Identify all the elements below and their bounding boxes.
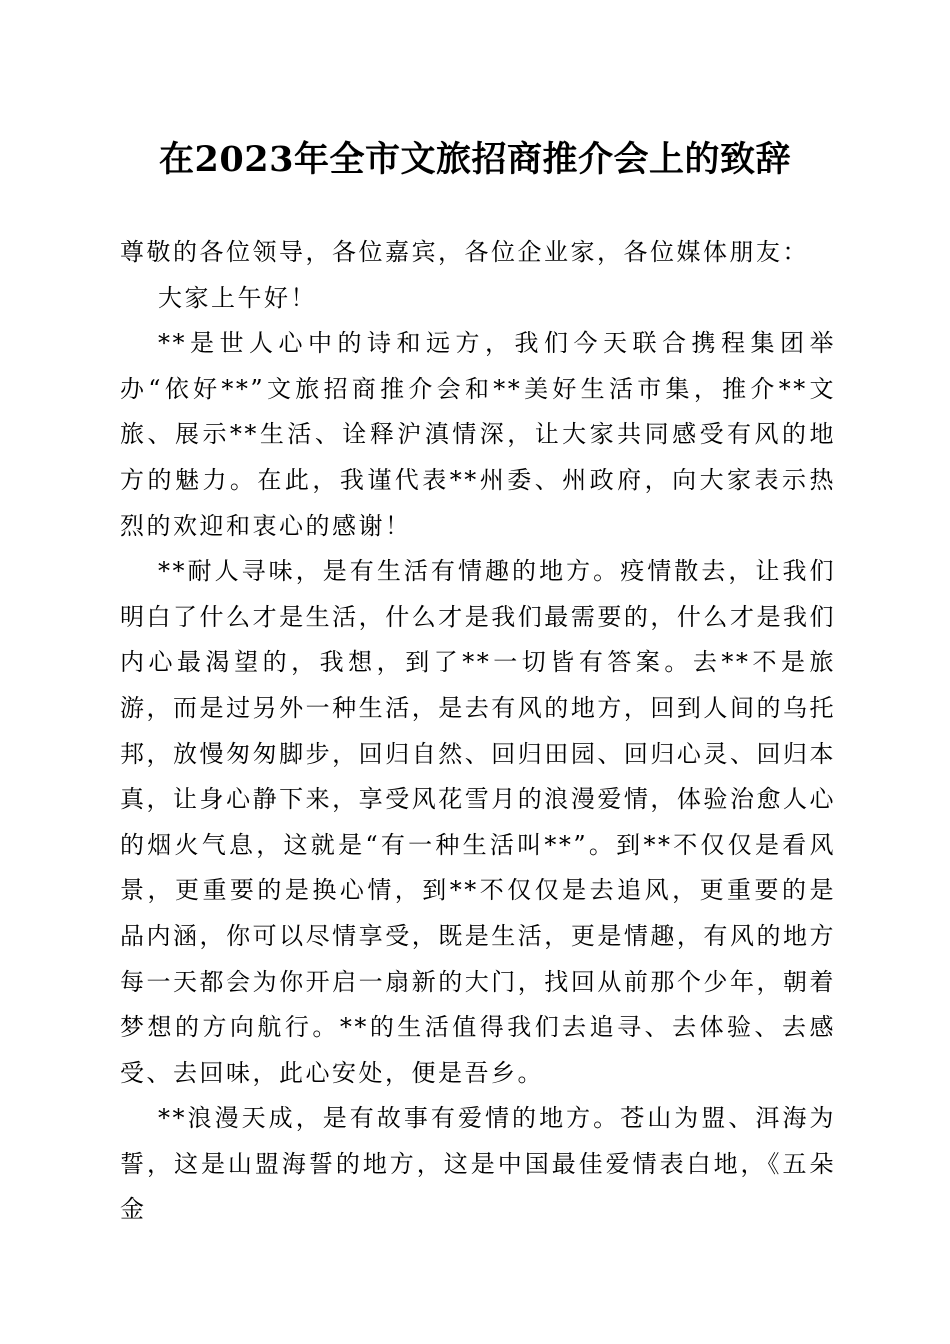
paragraph-intro: **是世人心中的诗和远方，我们今天联合携程集团举办“依好**”文旅招商推介会和**美好生活市集，推介**文旅、展示**生活、诠释沪滇情深，让大家共同感受有风的地方的魅力。在此，我谨代表**州委、州政府，向大家表示热烈的欢迎和衷心的感谢！ xyxy=(120,329,836,540)
document-body xyxy=(120,230,836,1233)
salutation: 尊敬的各位领导，各位嘉宾，各位企业家，各位媒体朋友： xyxy=(120,238,809,266)
paragraph-greeting: 大家上午好！ xyxy=(158,283,317,312)
paragraph-lifestyle: **耐人寻味，是有生活有情趣的地方。疫情散去，让我们明白了什么才是生活，什么才是我们最需要的，什么才是我们内心最渴望的，我想，到了**一切皆有答案。去**不是旅游，而是过另外一种生活，是去有风的地方，回到人间的乌托邦，放慢匆匆脚步，回归自然、回归田园、回归心灵、回归本真，让身心静下来，享受风花雪月的浪漫爱情，体验治愈人心的烟火气息，这就是“有一种生活叫**”。到**不仅仅是看风景，更重要的是换心情，到**不仅仅是去追风，更重要的是品内涵，你可以尽情享受，既是生活，更是情趣，有风的地方每一天都会为你开启一扇新的大门，找回从前那个少年，朝着梦想的方向航行。**的生活值得我们去追寻、去体验、去感受、去回味，此心安处，便是吾乡。 xyxy=(120,557,836,1087)
document-title: 在2023年全市文旅招商推介会上的致辞 xyxy=(159,139,791,180)
paragraph-romance: **浪漫天成，是有故事有爱情的地方。苍山为盟、洱海为誓，这是山盟海誓的地方，这是中国最佳爱情表白地，《五朵金 xyxy=(120,1104,836,1224)
